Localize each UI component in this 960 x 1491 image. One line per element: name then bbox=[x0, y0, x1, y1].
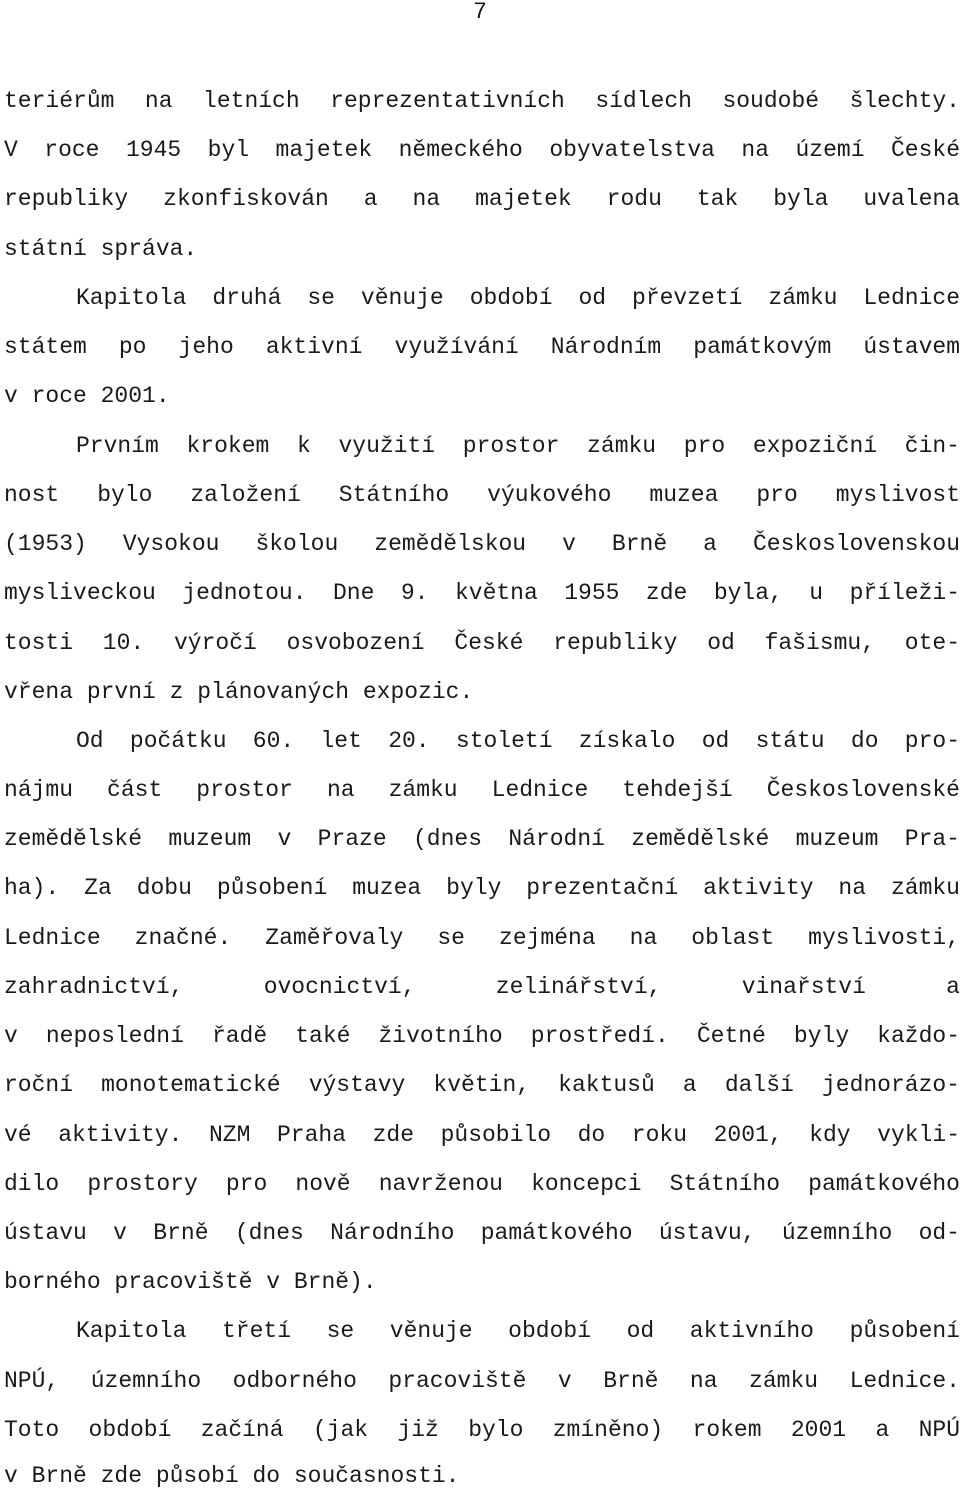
text-line: roční monotematické výstavy květin, kaktusů a další jednorázo- bbox=[4, 1072, 960, 1098]
text-line: Od počátku 60. let 20. století získalo od státu do pro- bbox=[76, 728, 960, 754]
text-line: státem po jeho aktivní využívání Národním památkovým ústavem bbox=[4, 334, 960, 360]
text-line: republiky zkonfiskován a na majetek rodu tak byla uvalena bbox=[4, 186, 960, 212]
text-line: Prvním krokem k využití prostor zámku pro expoziční čin- bbox=[76, 433, 960, 459]
text-line: (1953) Vysokou školou zemědělskou v Brně a Československou bbox=[4, 531, 960, 557]
text-line: tosti 10. výročí osvobození České republiky od fašismu, ote- bbox=[4, 630, 960, 656]
text-line: Toto období začíná (jak již bylo zmíněno) rokem 2001 a NPÚ bbox=[4, 1417, 960, 1443]
text-line: mysliveckou jednotou. Dne 9. května 1955 zde byla, u příleži- bbox=[4, 580, 960, 606]
page-number: 7 bbox=[473, 0, 487, 25]
text-line: NPÚ, územního odborného pracoviště v Brně na zámku Lednice. bbox=[4, 1368, 960, 1394]
text-line: Kapitola druhá se věnuje období od převzetí zámku Lednice bbox=[76, 285, 960, 311]
text-line: V roce 1945 byl majetek německého obyvatelstva na území České bbox=[4, 137, 960, 163]
text-line: v Brně zde působí do současnosti. bbox=[4, 1463, 460, 1489]
text-line: ha). Za dobu působení muzea byly prezentační aktivity na zámku bbox=[4, 875, 960, 901]
text-line: zemědělské muzeum v Praze (dnes Národní zemědělské muzeum Pra- bbox=[4, 826, 960, 852]
text-line: Lednice značné. Zaměřovaly se zejména na oblast myslivosti, bbox=[4, 925, 960, 951]
text-line: státní správa. bbox=[4, 236, 198, 262]
text-line: vřena první z plánovaných expozic. bbox=[4, 679, 474, 705]
text-line: nájmu část prostor na zámku Lednice tehdejší Československé bbox=[4, 777, 960, 803]
text-line: dilo prostory pro nově navrženou koncepci Státního památkového bbox=[4, 1171, 960, 1197]
text-line: vé aktivity. NZM Praha zde působilo do roku 2001, kdy vykli- bbox=[4, 1122, 960, 1148]
text-line: teriérům na letních reprezentativních sídlech soudobé šlechty. bbox=[4, 88, 960, 114]
text-line: ústavu v Brně (dnes Národního památkového ústavu, územního od- bbox=[4, 1220, 960, 1246]
text-line: nost bylo založení Státního výukového muzea pro myslivost bbox=[4, 482, 960, 508]
text-line: zahradnictví, ovocnictví, zelinářství, vinařství a bbox=[4, 974, 960, 1000]
text-line: v roce 2001. bbox=[4, 383, 170, 409]
text-line: v neposlední řadě také životního prostředí. Četné byly každo- bbox=[4, 1023, 960, 1049]
text-line: Kapitola třetí se věnuje období od aktivního působení bbox=[76, 1318, 960, 1344]
text-line: borného pracoviště v Brně). bbox=[4, 1269, 377, 1295]
